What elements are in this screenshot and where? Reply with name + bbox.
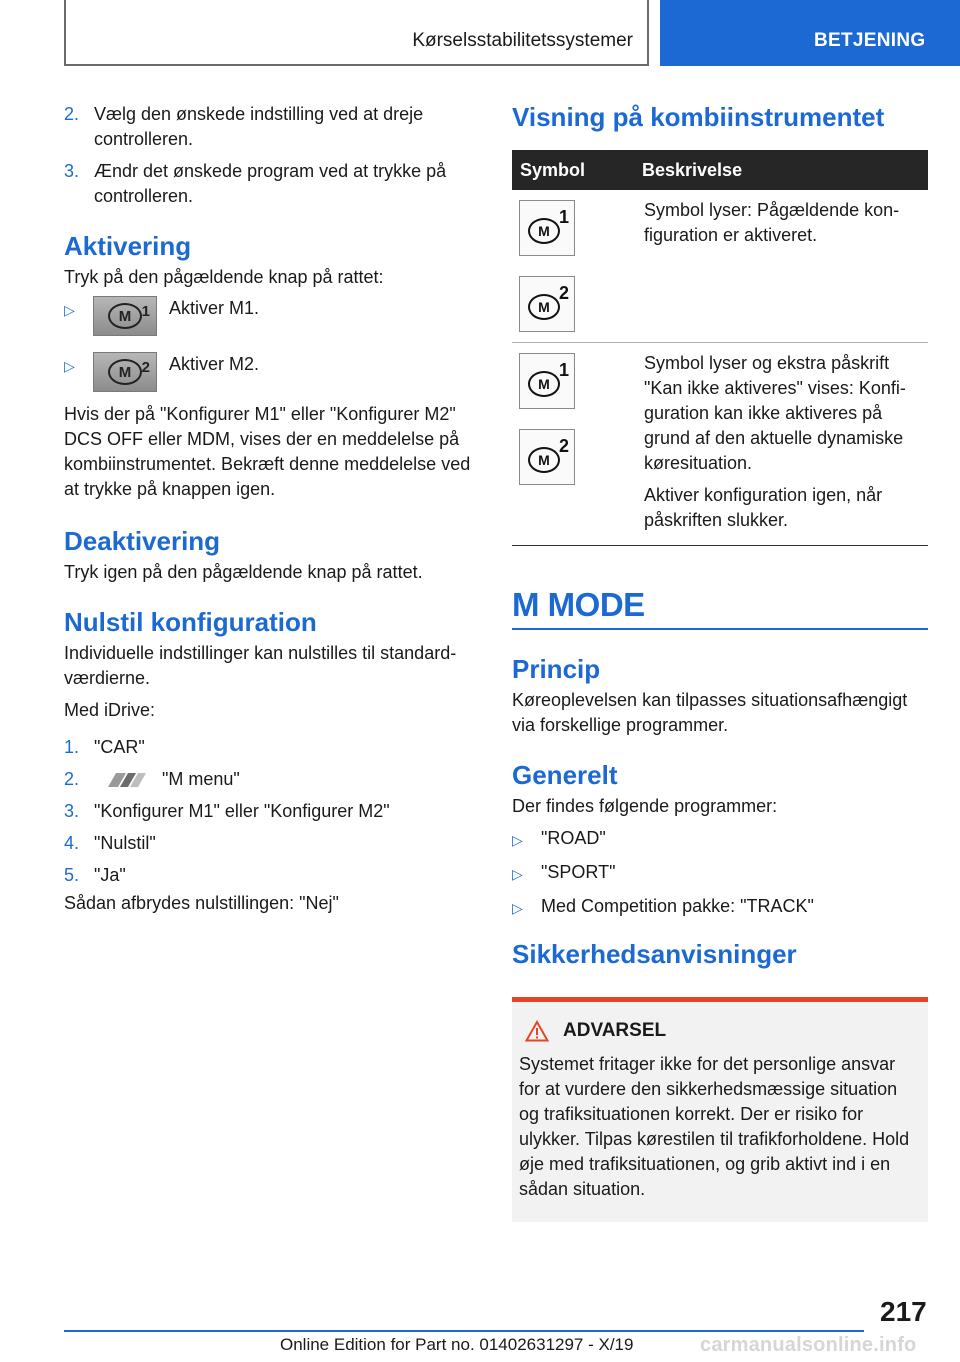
header-section-title: Kørselsstabilitetssystemer <box>412 30 633 51</box>
activation-note: Hvis der på "Konfigurer M1" eller "Konfigurer M2" DCS OFF eller MDM, vises der en meddelelse på kombiinstrumentet. Bekræft denne meddelelse ved at trykke på knappen igen. <box>64 404 471 499</box>
warning-title: ADVARSEL <box>519 1020 920 1042</box>
header-section-box <box>64 0 649 66</box>
table-row <box>512 190 928 343</box>
footer-divider <box>64 1330 864 1332</box>
principle-text: Køreoplevelsen kan tilpasses situationsafhængigt via forskellige programmer. <box>512 690 908 735</box>
activation-heading: Aktivering <box>64 231 192 261</box>
general-heading: Generelt <box>512 760 618 790</box>
row2-description: Symbol lyser og ekstra påskrift "Kan ikke aktiveres" vises: Konfiguration kan ikke aktiveres på grund af den aktuelle dynamiske køresituation. <box>644 353 906 473</box>
list-item: ▷ Med Competition pakke: "TRACK" <box>512 894 928 921</box>
general-intro: Der findes følgende programmer: <box>512 796 778 816</box>
m-menu-icon <box>100 771 150 789</box>
reset-text: Individuelle indstillinger kan nulstilles til standardværdierne. <box>64 643 457 688</box>
mmode-heading: M MODE <box>512 586 928 630</box>
bullet-triangle-icon: ▷ <box>512 900 523 916</box>
bullet-triangle-icon: ▷ <box>64 302 75 318</box>
list-item: 2. Vælg den ønskede indstilling ved at dreje controlleren. <box>64 104 424 149</box>
row2-description-2: Aktiver konfiguration igen, når påskriften slukker. <box>644 485 883 530</box>
activation-intro: Tryk på den pågældende knap på rattet: <box>64 267 384 287</box>
reset-steps-list <box>64 735 476 888</box>
page-number: 217 <box>880 1296 927 1327</box>
deactivation-heading: Deaktivering <box>64 526 221 556</box>
right-column <box>512 102 928 1222</box>
m1-symbol-icon: M 1 <box>519 353 575 409</box>
warning-box <box>512 997 928 1222</box>
reset-heading: Nulstil konfiguration <box>64 607 317 637</box>
list-item: ▷ M 1 Aktiver M1. <box>64 296 476 336</box>
steps-top-list <box>64 102 476 209</box>
activation-list <box>64 296 476 392</box>
header-chapter-title: BETJENING <box>814 30 926 51</box>
col-header-symbol: Symbol <box>512 150 636 190</box>
reset-idrive: Med iDrive: <box>64 700 156 720</box>
list-item: ▷ "SPORT" <box>512 860 928 887</box>
list-item: 3. "Konfigurer M1" eller "Konfigurer M2" <box>64 801 390 821</box>
footer-edition: Online Edition for Part no. 01402631297 - X/19 <box>280 1335 634 1354</box>
m2-symbol-icon: M 2 <box>519 429 575 485</box>
warning-text: Systemet fritager ikke for det personlige ansvar for at vurdere den sikkerhedsmæssige situation og trafiksituationen korrekt. Der er risiko for ulykker. Tilpas kørestilen til trafikforholdene. Hold øje med trafiksituationen, og grib aktivt ind i en sådan situation. <box>519 1054 910 1199</box>
list-item: 3. Ændr det ønskede program ved at trykke på controlleren. <box>64 161 447 206</box>
list-item: 5. "Ja" <box>64 865 126 885</box>
list-item: 2. "M menu" <box>64 769 240 789</box>
watermark: carmanualsonline.info <box>700 1334 917 1356</box>
m1-symbol-icon: M 1 <box>519 200 575 256</box>
safety-heading: Sikkerhedsanvisninger <box>512 939 797 969</box>
principle-heading: Princip <box>512 654 601 684</box>
symbol-table <box>512 150 928 546</box>
programs-list <box>512 826 928 921</box>
bullet-triangle-icon: ▷ <box>512 866 523 882</box>
warning-triangle-icon <box>525 1020 549 1042</box>
m2-button-icon: M 2 <box>93 352 157 392</box>
col-header-description: Beskrivelse <box>636 150 928 190</box>
list-item: ▷ "ROAD" <box>512 826 928 853</box>
display-heading: Visning på kombiinstrumentet <box>512 102 885 132</box>
list-item: 4. "Nulstil" <box>64 833 156 853</box>
m2-symbol-icon: M 2 <box>519 276 575 332</box>
bullet-triangle-icon: ▷ <box>512 832 523 848</box>
table-row <box>512 343 928 546</box>
list-item: ▷ M 2 Aktiver M2. <box>64 352 476 392</box>
header-chapter-box <box>660 0 960 66</box>
left-column <box>64 102 476 916</box>
deactivation-text: Tryk igen på den pågældende knap på rattet. <box>64 562 423 582</box>
reset-cancel: Sådan afbrydes nulstillingen: "Nej" <box>64 893 339 913</box>
list-item: 1. "CAR" <box>64 737 145 757</box>
m1-button-icon: M 1 <box>93 296 157 336</box>
row1-description: Symbol lyser: Pågældende konfiguration er aktiveret. <box>636 190 928 343</box>
bullet-triangle-icon: ▷ <box>64 358 75 374</box>
